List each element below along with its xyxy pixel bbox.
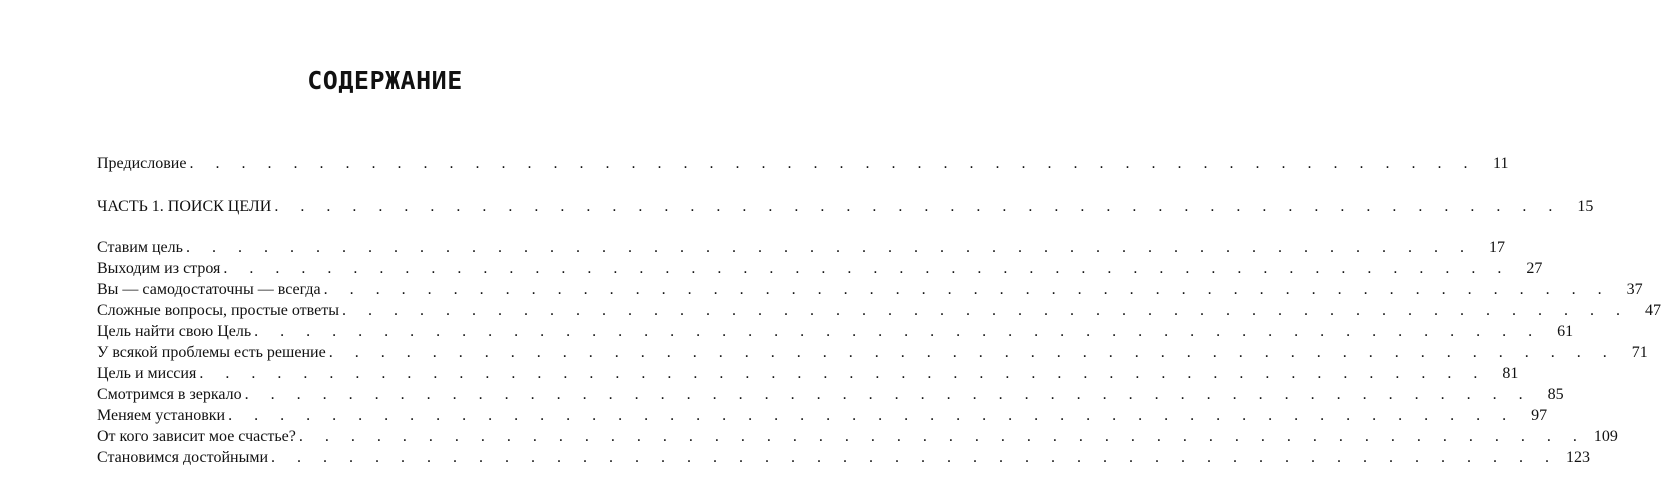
dot-leader: . . . . . . . . . . . . . . . . . . . . . . . . . . . . . . . . . . . . . . . . . . . . . . . . . . xyxy=(185,239,1473,256)
toc-entry xyxy=(97,279,1643,300)
toc-entry-label: Меняем установки xyxy=(97,407,226,424)
toc-entry-page-number: 15 xyxy=(1577,198,1594,215)
toc-entry-page-number: 17 xyxy=(1488,239,1505,256)
toc-entry xyxy=(97,300,1661,321)
dot-leader: . . . . . . . . . . . . . . . . . . . . . . . . . . . . . . . . . . . . . . . . . . . . . . . . . . xyxy=(323,281,1611,298)
toc-entry-part-1 xyxy=(97,196,1594,217)
toc-entry xyxy=(97,342,1648,363)
toc-entry xyxy=(97,447,1590,468)
toc-entry-page-number: 85 xyxy=(1547,386,1564,403)
toc-entry-label: У всякой проблемы есть решение xyxy=(97,344,326,361)
toc-entry-preface xyxy=(97,153,1509,174)
toc-entry-page-number: 97 xyxy=(1531,407,1548,424)
toc-entry xyxy=(97,426,1618,447)
toc-entry-page-number: 123 xyxy=(1566,449,1590,466)
toc-part-block xyxy=(97,196,1594,217)
toc-entry-label: От кого зависит мое счастье? xyxy=(97,428,296,445)
dot-leader: . . . . . . . . . . . . . . . . . . . . . . . . . . . . . . . . . . . . . . . . . . . . . . . . . . xyxy=(274,198,1562,215)
toc-entry-page-number: 37 xyxy=(1626,281,1643,298)
dot-leader: . . . . . . . . . . . . . . . . . . . . . . . . . . . . . . . . . . . . . . . . . . . . . . . . . . xyxy=(244,386,1532,403)
toc-entry-label: Сложные вопросы, простые ответы xyxy=(97,302,339,319)
toc-entry xyxy=(97,321,1574,342)
toc-chapter-list xyxy=(97,237,1661,468)
dot-leader: . . . . . . . . . . . . . . . . . . . . . . . . . . . . . . . . . . . . . . . . . . . . . . . . . . xyxy=(298,428,1586,445)
dot-leader: . . . . . . . . . . . . . . . . . . . . . . . . . . . . . . . . . . . . . . . . . . . . . . . . . . xyxy=(223,260,1511,277)
toc-entry-label: Смотримся в зеркало xyxy=(97,386,242,403)
dot-leader: . . . . . . . . . . . . . . . . . . . . . . . . . . . . . . . . . . . . . . . . . . . . . . . . . . xyxy=(271,449,1558,466)
dot-leader: . . . . . . . . . . . . . . . . . . . . . . . . . . . . . . . . . . . . . . . . . . . . . . . . . . xyxy=(199,365,1487,382)
toc-entry-page-number: 61 xyxy=(1557,323,1574,340)
dot-leader: . . . . . . . . . . . . . . . . . . . . . . . . . . . . . . . . . . . . . . . . . . . . . . . . . . xyxy=(328,344,1616,361)
toc-entry-page-number: 71 xyxy=(1631,344,1648,361)
toc-entry-label: Ставим цель xyxy=(97,239,183,256)
dot-leader: . . . . . . . . . . . . . . . . . . . . . . . . . . . . . . . . . . . . . . . . . . . . . . . . . . xyxy=(341,302,1629,319)
dot-leader: . . . . . . . . . . . . . . . . . . . . . . . . . . . . . . . . . . . . . . . . . . . . . . . . . . xyxy=(254,323,1542,340)
toc-entry xyxy=(97,363,1519,384)
toc-entry-page-number: 81 xyxy=(1502,365,1519,382)
toc-entry-page-number: 109 xyxy=(1593,428,1618,445)
page-title: СОДЕРЖАНИЕ xyxy=(307,66,463,95)
toc-entry-label: ЧАСТЬ 1. ПОИСК ЦЕЛИ xyxy=(97,198,272,215)
toc-entry-label: Предисловие xyxy=(97,155,187,172)
toc-entry-label: Выходим из строя xyxy=(97,260,221,277)
dot-leader: . . . . . . . . . . . . . . . . . . . . . . . . . . . . . . . . . . . . . . . . . . . . . . . . . . xyxy=(228,407,1516,424)
toc-entry-label: Становимся достойными xyxy=(97,449,268,466)
toc-entry-label: Вы — самодостаточны — всегда xyxy=(97,281,321,298)
toc-entry-page-number: 27 xyxy=(1526,260,1543,277)
toc-preface-block xyxy=(97,153,1509,174)
toc-entry-label: Цель найти свою Цель xyxy=(97,323,252,340)
toc-entry-page-number: 11 xyxy=(1493,155,1509,172)
toc-entry-page-number: 47 xyxy=(1644,302,1661,319)
toc-entry-label: Цель и миссия xyxy=(97,365,197,382)
toc-entry xyxy=(97,384,1564,405)
toc-entry xyxy=(97,258,1543,279)
dot-leader: . . . . . . . . . . . . . . . . . . . . . . . . . . . . . . . . . . . . . . . . . . . . . . . . . . xyxy=(189,155,1477,172)
toc-entry xyxy=(97,237,1505,258)
toc-entry xyxy=(97,405,1548,426)
